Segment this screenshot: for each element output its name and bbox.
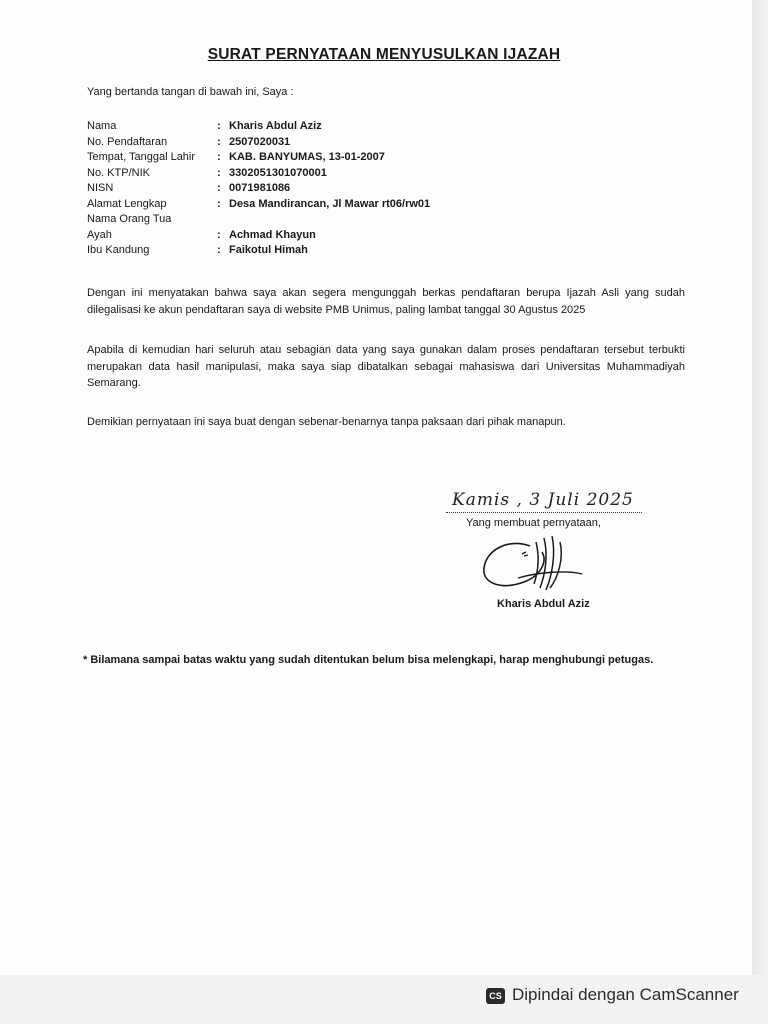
consequence-paragraph: Apabila di kemudian hari seluruh atau sebagian data yang saya gunakan dalam proses pendaftaran tersebut terbukti merupakan data hasil manipulasi, maka saya siap dibatalkan sebagai mahasiswa dari Universitas Muhammadiyah Semarang. [87,344,685,389]
field-colon: : [217,151,221,163]
statement-paragraph: Dengan ini menyatakan bahwa saya akan segera mengunggah berkas pendaftaran berupa Ijazah Asli yang sudah dilegalisasi ke akun pendaftaran saya di website PMB Unimus, paling lambat tanggal 30 Agustus 2025 [87,287,685,316]
document-title: SURAT PERNYATAAN MENYUSULKAN IJAZAH [207,46,561,63]
field-row-birth [87,150,430,166]
field-colon: : [217,244,221,256]
signature-caption: Yang membuat pernyataan, [466,517,601,529]
date-dotted-line [446,502,642,513]
field-label: NISN [87,182,114,194]
field-value: Kharis Abdul Aziz [229,120,322,132]
field-row-registration [87,135,430,151]
field-label: Alamat Lengkap [87,197,167,210]
field-row-parents-heading [87,212,430,228]
field-row-address [87,197,430,213]
identity-fields [87,119,430,259]
field-value: Achmad Khayun [229,228,316,241]
field-label: Nama Orang Tua [87,213,172,225]
field-label: Ayah [87,228,112,241]
scan-edge [752,0,768,1024]
field-label: Tempat, Tanggal Lahir [87,151,196,163]
field-row-father [87,228,430,244]
field-colon: : [217,197,221,210]
camscanner-logo-icon: CS [486,988,505,1004]
field-row-nisn [87,181,430,197]
handwritten-date: Kamis , 3 Juli 2025 [452,490,634,510]
field-row-name [87,119,430,135]
field-value: 3302051301070001 [229,166,327,179]
field-value: Desa Mandirancan, Jl Mawar rt06/rw01 [229,197,431,210]
scanner-watermark: Dipindai dengan CamScanner [512,985,739,1004]
field-label: Ibu Kandung [87,244,150,256]
field-value: 2507020031 [229,135,291,148]
field-colon: : [217,135,221,148]
handwritten-signature [478,532,588,602]
closing-paragraph: Demikian pernyataan ini saya buat dengan sebenar-benarnya tanpa paksaan dari pihak manapun. [87,416,566,428]
field-label: Nama [87,120,117,132]
field-value: 0071981086 [229,182,291,194]
field-colon: : [217,182,221,194]
field-colon: : [217,166,221,179]
field-colon: : [217,120,221,132]
field-label: No. Pendaftaran [87,135,168,148]
intro-text: Yang bertanda tangan di bawah ini, Saya : [87,86,294,98]
field-value: KAB. BANYUMAS, 13-01-2007 [229,151,385,163]
signer-name: Kharis Abdul Aziz [497,598,590,610]
field-value: Faikotul Himah [229,244,308,256]
field-row-mother [87,243,430,259]
field-colon: : [217,228,221,241]
field-label: No. KTP/NIK [87,166,150,179]
field-row-nik [87,166,430,182]
footnote: * Bilamana sampai batas waktu yang sudah ditentukan belum bisa melengkapi, harap menghubungi petugas. [83,654,654,666]
